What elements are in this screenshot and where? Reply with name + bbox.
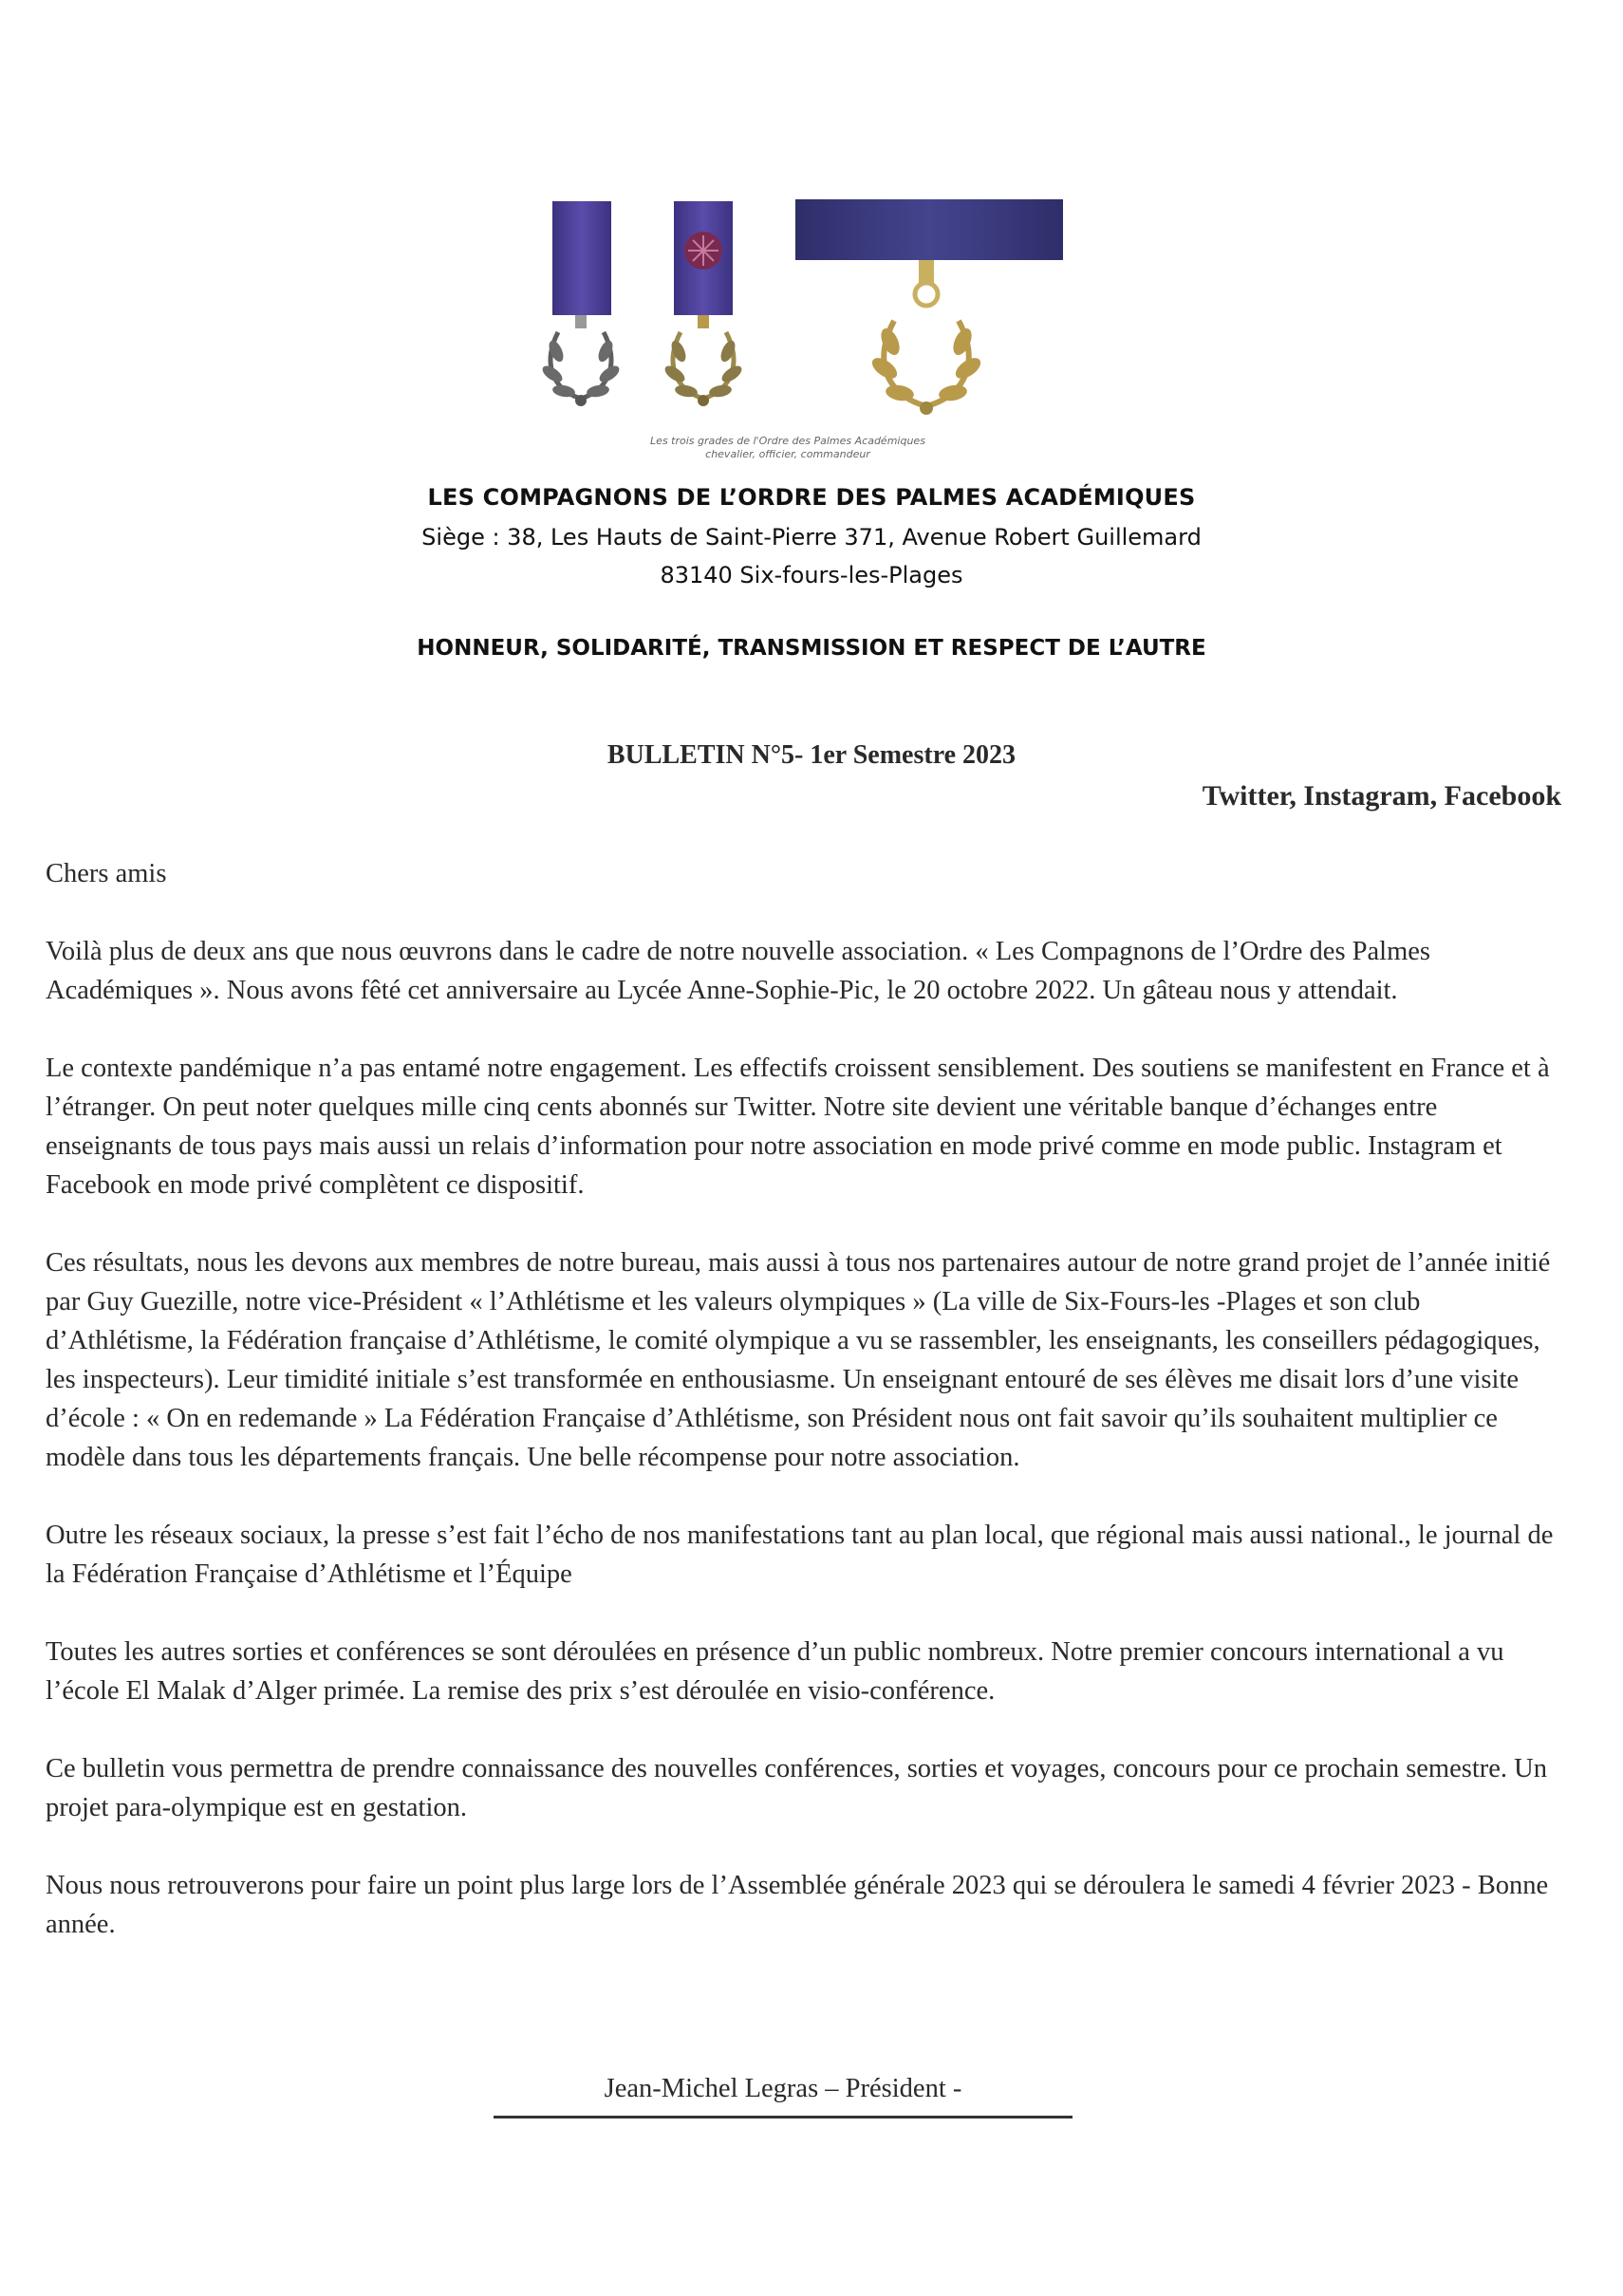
medals-image <box>532 199 1063 437</box>
organization-name: LES COMPAGNONS DE L’ORDRE DES PALMES ACADÉMIQUES <box>427 484 1196 511</box>
social-networks: Twitter, Instagram, Facebook <box>1202 780 1561 812</box>
signature: Jean-Michel Legras – Président - <box>604 2074 962 2103</box>
medals-caption-line2: chevalier, officier, commandeur <box>705 448 870 460</box>
address-line-1: Siège : 38, Les Hauts de Saint-Pierre 371, Avenue Robert Guillemard <box>421 524 1202 551</box>
greeting: Chers amis <box>46 859 167 888</box>
paragraph: Toutes les autres sorties et conférences se sont déroulées en présence d’un public nombreux. Notre premier concours international a vu l’école El Malak d’Alger primée. La remise des prix s’est déroulée en visio-conférence. <box>46 1637 1504 1706</box>
motto: HONNEUR, SOLIDARITÉ, TRANSMISSION ET RESPECT DE L’AUTRE <box>417 636 1206 661</box>
commandeur-medal <box>795 199 1063 415</box>
bulletin-title: BULLETIN N°5- 1er Semestre 2023 <box>606 740 1017 770</box>
paragraph: Ces résultats, nous les devons aux membres de notre bureau, mais aussi à tous nos partenaires autour de notre grand projet de l’année initié par Guy Guezille, notre vice-Président « l’Athlétisme et les valeurs olympiques » (La ville de Six-Fours-les -Plages et son club d’Athlétisme, la Fédération française d’Athlétisme, le comité olympique a vu se rassembler, les enseignants, les conseillers pédagogiques, les inspecteurs). Leur timidité initiale s’est transformée en enthousiasme. Un enseignant entouré de ses élèves me disait lors d’une visite d’école : « On en redemande » La Fédération Française d’Athlétisme, son Président nous ont fait savoir qu’ils souhaitent multiplier ce modèle dans tous les départements français. Une belle récompense pour notre association. <box>46 1248 1551 1472</box>
address-line-2: 83140 Six-fours-les-Plages <box>660 562 963 588</box>
paragraph: Nous nous retrouverons pour faire un point plus large lors de l’Assemblée générale 2023 qui se déroulera le samedi 4 février 2023 - Bonne année. <box>46 1871 1549 1939</box>
signature-underline <box>494 2116 1073 2119</box>
officier-medal <box>662 201 745 406</box>
paragraph: Ce bulletin vous permettra de prendre connaissance des nouvelles conférences, sorties et voyages, concours pour ce prochain semestre. Un projet para-olympique est en gestation. <box>46 1754 1547 1822</box>
chevalier-medal <box>540 201 623 406</box>
paragraph: Outre les réseaux sociaux, la presse s’est fait l’écho de nos manifestations tant au plan local, que régional mais aussi national., le journal de la Fédération Française d’Athlétisme et l’Équipe <box>46 1521 1554 1589</box>
letter-body <box>46 854 1564 1983</box>
paragraph: Le contexte pandémique n’a pas entamé notre engagement. Les effectifs croissent sensiblement. Des soutiens se manifestent en France et à l’étranger. On peut noter quelques mille cinq cents abonnés sur Twitter. Notre site devient une véritable banque d’échanges entre enseignants de tous pays mais aussi un relais d’information pour notre association en mode privé comme en mode public. Instagram et Facebook en mode privé complètent ce dispositif. <box>46 1054 1550 1200</box>
medals-caption <box>532 435 1044 461</box>
medals-caption-line1: Les trois grades de l'Ordre des Palmes Académiques <box>650 435 925 447</box>
paragraph: Voilà plus de deux ans que nous œuvrons dans le cadre de notre nouvelle association. « Les Compagnons de l’Ordre des Palmes Académiques ». Nous avons fêté cet anniversaire au Lycée Anne-Sophie-Pic, le 20 octobre 2022. Un gâteau nous y attendait. <box>46 937 1430 1005</box>
